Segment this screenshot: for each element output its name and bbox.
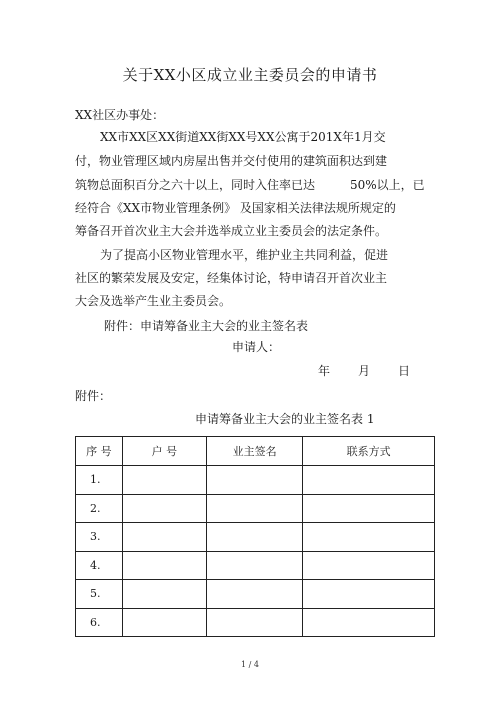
table-row (76, 608, 435, 637)
table-row (76, 494, 435, 523)
row-number: 2. (76, 494, 123, 523)
row-number: 3. (76, 523, 123, 552)
contact-cell[interactable] (303, 466, 435, 495)
para1-line3: 筑物总面积百分之六十以上，同时入住率已达 (75, 178, 316, 192)
contact-cell[interactable] (303, 494, 435, 523)
para1-line4: 经符合《XX市物业管理条例》 及国家相关法律法规所规定的 (75, 201, 396, 215)
row-number: 4. (76, 551, 123, 580)
para1-line1: XX市XX区XX街道XX街XX号XX公寓于201X年1月交 (100, 130, 386, 144)
contact-cell[interactable] (303, 580, 435, 609)
signature-cell[interactable] (207, 551, 303, 580)
table-row (76, 523, 435, 552)
para2-line2: 社区的繁荣发展及安定，经集体讨论，特申请召开首次业主 (75, 271, 388, 285)
row-number: 1. (76, 466, 123, 495)
appendix-label: 附件： (75, 389, 112, 403)
header-contact: 联系方式 (303, 437, 435, 466)
para1-line2: 付，物业管理区域内房屋出售并交付使用的建筑面积达到建 (75, 154, 388, 168)
row-number: 5. (76, 580, 123, 609)
household-cell[interactable] (122, 551, 206, 580)
header-seq: 序 号 (76, 437, 123, 466)
page-number: 1 / 4 (241, 660, 259, 669)
recipient: XX社区办事处： (75, 108, 165, 122)
household-cell[interactable] (122, 608, 206, 637)
table-row (76, 580, 435, 609)
household-cell[interactable] (122, 494, 206, 523)
signature-cell[interactable] (207, 466, 303, 495)
applicant-label: 申请人： (232, 340, 281, 354)
contact-cell[interactable] (303, 551, 435, 580)
household-cell[interactable] (122, 580, 206, 609)
signature-cell[interactable] (207, 523, 303, 552)
table-row (76, 551, 435, 580)
signature-table (75, 436, 435, 637)
signature-cell[interactable] (207, 494, 303, 523)
para2-line3: 大会及选举产生业主委员会。 (75, 294, 232, 308)
household-cell[interactable] (122, 523, 206, 552)
contact-cell[interactable] (303, 523, 435, 552)
signature-cell[interactable] (207, 608, 303, 637)
date-month: 月 (358, 364, 371, 378)
date-year: 年 (318, 364, 331, 378)
table-row (76, 466, 435, 495)
table-title: 申请筹备业主大会的业主签名表 1 (195, 412, 375, 426)
attachment-note: 附件：申请筹备业主大会的业主签名表 (104, 319, 309, 333)
signature-cell[interactable] (207, 580, 303, 609)
household-cell[interactable] (122, 466, 206, 495)
para1-line3-tail: 50%以上，已 (350, 178, 425, 192)
row-number: 6. (76, 608, 123, 637)
date-day: 日 (398, 364, 411, 378)
table-header-row (76, 437, 435, 466)
header-signature: 业主签名 (207, 437, 303, 466)
para2-line1: 为了提高小区物业管理水平，维护业主共同利益，促进 (100, 248, 389, 262)
header-household: 户 号 (122, 437, 206, 466)
para1-line5: 筹备召开首次业主大会并选举成立业主委员会的法定条件。 (75, 224, 388, 238)
page-title: 关于XX小区成立业主委员会的申请书 (122, 66, 378, 84)
contact-cell[interactable] (303, 608, 435, 637)
